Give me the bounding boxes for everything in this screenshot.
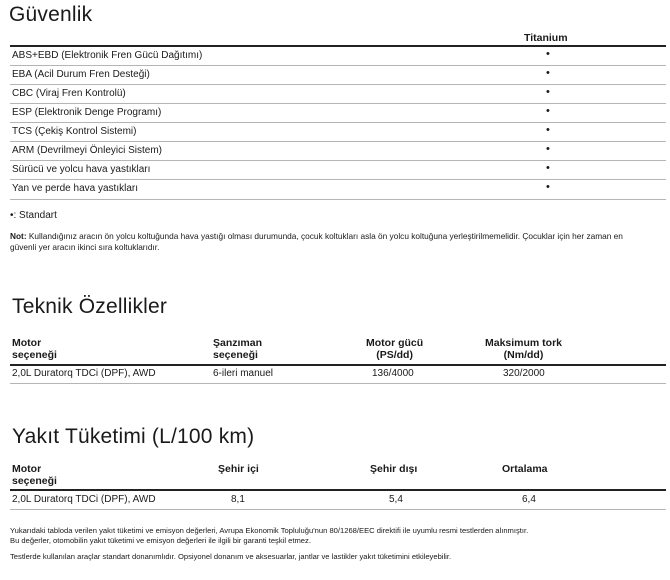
- legend: •: Standart: [10, 210, 57, 221]
- standard-bullet: •: [546, 181, 550, 193]
- divider: [10, 509, 666, 510]
- column-header-power: Motor gücü (PS/dd): [366, 337, 424, 361]
- torque-cell: 320/2000: [503, 368, 545, 379]
- column-header-city: Şehir içi: [218, 463, 259, 475]
- column-header-highway: Şehir dışı: [370, 463, 418, 475]
- table-row: [10, 180, 666, 200]
- standard-bullet: •: [546, 67, 550, 79]
- safety-column-header: Titanium: [524, 32, 568, 44]
- standard-bullet: •: [546, 124, 550, 136]
- column-header-engine: Motor seçeneği: [12, 463, 57, 487]
- column-header-engine: Motor seçeneği: [12, 337, 57, 361]
- average-cell: 6,4: [522, 494, 536, 505]
- table-row: [10, 161, 666, 180]
- engine-cell: 2,0L Duratorq TDCi (DPF), AWD: [12, 494, 156, 505]
- feature-label: ABS+EBD (Elektronik Fren Gücü Dağıtımı): [12, 50, 203, 61]
- feature-label: CBC (Viraj Fren Kontrolü): [12, 88, 126, 99]
- column-header-transmission: Şanzıman seçeneği: [213, 337, 263, 361]
- power-cell: 136/4000: [372, 368, 414, 379]
- feature-label: Sürücü ve yolcu hava yastıkları: [12, 164, 151, 175]
- table-row: [10, 85, 666, 104]
- note-label: Not:: [10, 231, 27, 241]
- safety-title: Güvenlik: [9, 3, 93, 26]
- table-row: [10, 104, 666, 123]
- feature-label: ESP (Elektronik Denge Programı): [12, 107, 162, 118]
- standard-bullet: •: [546, 143, 550, 155]
- column-header-torque: Maksimum tork (Nm/dd): [485, 337, 563, 361]
- engine-cell: 2,0L Duratorq TDCi (DPF), AWD: [12, 368, 156, 379]
- table-row: [10, 123, 666, 142]
- feature-label: TCS (Çekiş Kontrol Sistemi): [12, 126, 137, 137]
- footnote-line-1: Yukarıdaki tabloda verilen yakıt tüketimi ve emisyon değerleri, Avrupa Ekonomik Topluluğu'nun 80/1268/EEC direktifi ile uyumlu resmi testlerden alınmıştır.: [10, 526, 529, 535]
- table-row: [10, 142, 666, 161]
- transmission-cell: 6-ileri manuel: [213, 368, 274, 379]
- fuel-title: Yakıt Tüketimi (L/100 km): [12, 425, 255, 448]
- standard-bullet: •: [546, 162, 550, 174]
- feature-label: Yan ve perde hava yastıkları: [12, 183, 138, 194]
- footnote-line-3: Testlerde kullanılan araçlar standart donanımlıdır. Opsiyonel donanım ve aksesuarlar, jantlar ve lastikler yakıt tüketimini etkileyebilir.: [10, 552, 452, 561]
- table-row: [10, 47, 666, 66]
- divider: [10, 364, 666, 366]
- highway-cell: 5,4: [389, 494, 403, 505]
- feature-label: EBA (Acil Durum Fren Desteği): [12, 69, 150, 80]
- divider: [10, 489, 666, 491]
- standard-bullet: •: [546, 105, 550, 117]
- divider: [10, 383, 666, 384]
- column-header-average: Ortalama: [502, 463, 548, 475]
- footnote-line-2: Bu değerler, otomobilin yakıt tüketimi ve emisyon değerleri ile ilgili bir garanti teşkil etmez.: [10, 536, 311, 545]
- table-row: [10, 66, 666, 85]
- standard-bullet: •: [546, 48, 550, 60]
- note-text: Kullandığınız aracın ön yolcu koltuğunda hava yastığı olması durumunda, çocuk koltukları asla ön yolcu koltuğuna yerleştirilmemelidir. Çocuklar için her zaman en güvenli yer aracın ikinci sıra koltuklarıdır.: [10, 231, 623, 252]
- safety-note: [10, 231, 650, 253]
- city-cell: 8,1: [231, 494, 245, 505]
- feature-label: ARM (Devrilmeyi Önleyici Sistem): [12, 145, 163, 156]
- standard-bullet: •: [546, 86, 550, 98]
- tech-title: Teknik Özellikler: [12, 295, 168, 318]
